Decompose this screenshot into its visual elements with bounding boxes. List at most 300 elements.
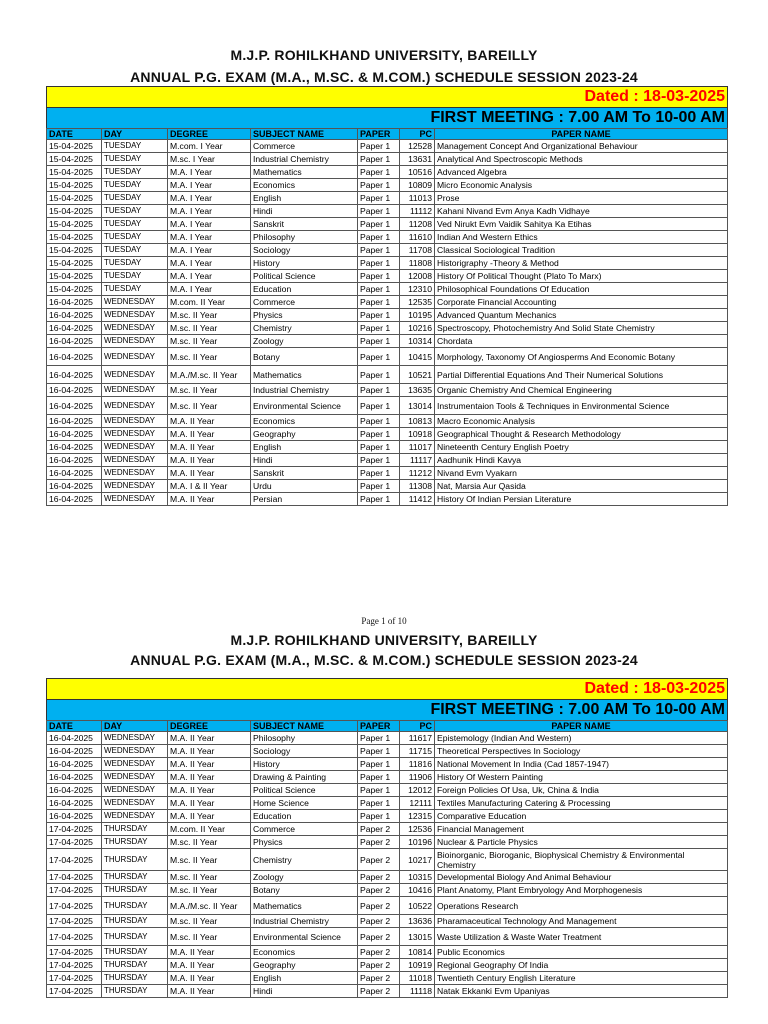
day-cell: WEDNESDAY — [102, 309, 168, 322]
day-cell: THURSDAY — [102, 959, 168, 972]
table-row — [47, 296, 728, 309]
paper-name-cell: Organic Chemistry And Chemical Engineering — [435, 384, 728, 397]
day-cell: TUESDAY — [102, 270, 168, 283]
table-header-row — [47, 129, 728, 140]
day-cell: WEDNESDAY — [102, 441, 168, 454]
pc-cell: 13636 — [400, 915, 435, 928]
day-cell: THURSDAY — [102, 985, 168, 998]
paper-name-cell: Management Concept And Organizational Behaviour — [435, 140, 728, 153]
paper-cell: Paper 1 — [358, 205, 400, 218]
pc-cell: 10416 — [400, 884, 435, 897]
date-cell: 17-04-2025 — [47, 972, 102, 985]
paper-cell: Paper 1 — [358, 810, 400, 823]
day-cell: THURSDAY — [102, 946, 168, 959]
table-row — [47, 915, 728, 928]
degree-cell: M.sc. II Year — [168, 915, 251, 928]
table-row — [47, 309, 728, 322]
table-row — [47, 745, 728, 758]
pc-cell: 11212 — [400, 467, 435, 480]
date-cell: 15-04-2025 — [47, 218, 102, 231]
paper-cell: Paper 1 — [358, 771, 400, 784]
paper-cell: Paper 1 — [358, 296, 400, 309]
subject-cell: Economics — [251, 179, 358, 192]
dated-banner: Dated : 18-03-2025 — [46, 678, 728, 700]
paper-cell: Paper 2 — [358, 836, 400, 849]
pc-cell: 13631 — [400, 153, 435, 166]
day-cell: WEDNESDAY — [102, 493, 168, 506]
date-cell: 17-04-2025 — [47, 836, 102, 849]
paper-cell: Paper 1 — [358, 467, 400, 480]
table-row — [47, 836, 728, 849]
paper-cell: Paper 1 — [358, 397, 400, 415]
paper-name-cell: Waste Utilization & Waste Water Treatment — [435, 928, 728, 946]
day-cell: WEDNESDAY — [102, 366, 168, 384]
pc-cell: 11013 — [400, 192, 435, 205]
column-header: DAY — [102, 721, 168, 732]
pc-cell: 12536 — [400, 823, 435, 836]
date-cell: 16-04-2025 — [47, 493, 102, 506]
date-cell: 15-04-2025 — [47, 192, 102, 205]
degree-cell: M.sc. I Year — [168, 153, 251, 166]
table-row — [47, 758, 728, 771]
column-header: DAY — [102, 129, 168, 140]
paper-cell: Paper 2 — [358, 884, 400, 897]
date-cell: 17-04-2025 — [47, 897, 102, 915]
date-cell: 15-04-2025 — [47, 166, 102, 179]
table-row — [47, 257, 728, 270]
paper-name-cell: Advanced Algebra — [435, 166, 728, 179]
date-cell: 16-04-2025 — [47, 384, 102, 397]
subject-cell: Education — [251, 810, 358, 823]
degree-cell: M.A. II Year — [168, 441, 251, 454]
degree-cell: M.sc. II Year — [168, 884, 251, 897]
degree-cell: M.A. I Year — [168, 205, 251, 218]
pc-cell: 10415 — [400, 348, 435, 366]
schedule-sheet — [46, 86, 728, 506]
pc-cell: 11017 — [400, 441, 435, 454]
degree-cell: M.A. I Year — [168, 257, 251, 270]
day-cell: TUESDAY — [102, 192, 168, 205]
schedule-table — [46, 128, 728, 506]
paper-name-cell: Chordata — [435, 335, 728, 348]
subject-cell: English — [251, 972, 358, 985]
meeting-banner: FIRST MEETING : 7.00 AM To 10-00 AM — [46, 108, 728, 128]
subject-cell: Education — [251, 283, 358, 296]
table-row — [47, 985, 728, 998]
day-cell: THURSDAY — [102, 928, 168, 946]
day-cell: WEDNESDAY — [102, 428, 168, 441]
pc-cell: 11808 — [400, 257, 435, 270]
paper-name-cell: Macro Economic Analysis — [435, 415, 728, 428]
pc-cell: 11412 — [400, 493, 435, 506]
column-header: SUBJECT NAME — [251, 129, 358, 140]
paper-cell: Paper 2 — [358, 972, 400, 985]
paper-cell: Paper 1 — [358, 493, 400, 506]
pc-cell: 12528 — [400, 140, 435, 153]
degree-cell: M.A. II Year — [168, 758, 251, 771]
paper-cell: Paper 1 — [358, 322, 400, 335]
column-header: PAPER — [358, 721, 400, 732]
subject-cell: Sanskrit — [251, 218, 358, 231]
pc-cell: 11617 — [400, 732, 435, 745]
date-cell: 15-04-2025 — [47, 231, 102, 244]
subject-cell: Chemistry — [251, 849, 358, 871]
paper-name-cell: Analytical And Spectroscopic Methods — [435, 153, 728, 166]
paper-cell: Paper 1 — [358, 797, 400, 810]
subject-cell: Geography — [251, 428, 358, 441]
paper-name-cell: History Of Indian Persian Literature — [435, 493, 728, 506]
pc-cell: 10314 — [400, 335, 435, 348]
column-header: DEGREE — [168, 721, 251, 732]
day-cell: THURSDAY — [102, 972, 168, 985]
paper-name-cell: Morphology, Taxonomy Of Angiosperms And Economic Botany — [435, 348, 728, 366]
exam-title: ANNUAL P.G. EXAM (M.A., M.SC. & M.COM.) SCHEDULE SESSION 2023-24 — [130, 69, 638, 85]
table-row — [47, 467, 728, 480]
date-cell: 16-04-2025 — [47, 797, 102, 810]
date-cell: 16-04-2025 — [47, 366, 102, 384]
pc-cell: 13015 — [400, 928, 435, 946]
paper-name-cell: Bioinorganic, Bioroganic, Biophysical Chemistry & Environmental Chemistry — [435, 849, 728, 871]
date-cell: 17-04-2025 — [47, 884, 102, 897]
pc-cell: 10521 — [400, 366, 435, 384]
subject-cell: Sanskrit — [251, 467, 358, 480]
pc-cell: 11708 — [400, 244, 435, 257]
table-row — [47, 218, 728, 231]
paper-name-cell: Financial Management — [435, 823, 728, 836]
degree-cell: M.A. II Year — [168, 946, 251, 959]
date-cell: 16-04-2025 — [47, 322, 102, 335]
table-row — [47, 179, 728, 192]
subject-cell: Commerce — [251, 296, 358, 309]
degree-cell: M.sc. II Year — [168, 348, 251, 366]
pc-cell: 10814 — [400, 946, 435, 959]
degree-cell: M.sc. II Year — [168, 871, 251, 884]
date-cell: 16-04-2025 — [47, 428, 102, 441]
subject-cell: Environmental Science — [251, 928, 358, 946]
pc-cell: 12111 — [400, 797, 435, 810]
subject-cell: Urdu — [251, 480, 358, 493]
table-row — [47, 480, 728, 493]
table-row — [47, 166, 728, 179]
paper-name-cell: Theoretical Perspectives In Sociology — [435, 745, 728, 758]
subject-cell: Hindi — [251, 985, 358, 998]
table-row — [47, 946, 728, 959]
degree-cell: M.A. I Year — [168, 231, 251, 244]
paper-cell: Paper 1 — [358, 309, 400, 322]
table-row — [47, 871, 728, 884]
day-cell: WEDNESDAY — [102, 296, 168, 309]
date-cell: 15-04-2025 — [47, 179, 102, 192]
pc-cell: 10216 — [400, 322, 435, 335]
exam-title: ANNUAL P.G. EXAM (M.A., M.SC. & M.COM.) SCHEDULE SESSION 2023-24 — [130, 652, 638, 668]
date-cell: 15-04-2025 — [47, 140, 102, 153]
day-cell: WEDNESDAY — [102, 348, 168, 366]
day-cell: TUESDAY — [102, 283, 168, 296]
day-cell: WEDNESDAY — [102, 454, 168, 467]
day-cell: WEDNESDAY — [102, 467, 168, 480]
subject-cell: Chemistry — [251, 322, 358, 335]
university-title: M.J.P. ROHILKHAND UNIVERSITY, BAREILLY — [230, 632, 538, 648]
paper-name-cell: History Of Western Painting — [435, 771, 728, 784]
pc-cell: 12008 — [400, 270, 435, 283]
paper-name-cell: Kahani Nivand Evm Anya Kadh Vidhaye — [435, 205, 728, 218]
pc-cell: 11208 — [400, 218, 435, 231]
paper-name-cell: National Movement In India (Cad 1857-1947) — [435, 758, 728, 771]
day-cell: WEDNESDAY — [102, 480, 168, 493]
subject-cell: Philosophy — [251, 231, 358, 244]
table-row — [47, 366, 728, 384]
paper-cell: Paper 2 — [358, 915, 400, 928]
day-cell: THURSDAY — [102, 884, 168, 897]
degree-cell: M.A. II Year — [168, 771, 251, 784]
paper-name-cell: Prose — [435, 192, 728, 205]
date-cell: 15-04-2025 — [47, 270, 102, 283]
pc-cell: 10813 — [400, 415, 435, 428]
table-row — [47, 849, 728, 871]
degree-cell: M.A. II Year — [168, 745, 251, 758]
pc-cell: 13635 — [400, 384, 435, 397]
degree-cell: M.A. I Year — [168, 179, 251, 192]
table-row — [47, 928, 728, 946]
pc-cell: 12012 — [400, 784, 435, 797]
table-row — [47, 415, 728, 428]
paper-cell: Paper 1 — [358, 732, 400, 745]
pc-cell: 11816 — [400, 758, 435, 771]
date-cell: 16-04-2025 — [47, 397, 102, 415]
degree-cell: M.sc. II Year — [168, 309, 251, 322]
paper-name-cell: Operations Research — [435, 897, 728, 915]
degree-cell: M.com. II Year — [168, 296, 251, 309]
degree-cell: M.A. II Year — [168, 732, 251, 745]
paper-cell: Paper 2 — [358, 959, 400, 972]
day-cell: TUESDAY — [102, 244, 168, 257]
date-cell: 16-04-2025 — [47, 745, 102, 758]
date-cell: 15-04-2025 — [47, 283, 102, 296]
day-cell: WEDNESDAY — [102, 322, 168, 335]
degree-cell: M.sc. II Year — [168, 849, 251, 871]
paper-name-cell: Epistemology (Indian And Western) — [435, 732, 728, 745]
paper-name-cell: Twentieth Century English Literature — [435, 972, 728, 985]
subject-cell: Philosophy — [251, 732, 358, 745]
page-footer: Page 1 of 10 — [361, 616, 407, 626]
degree-cell: M.A. II Year — [168, 797, 251, 810]
paper-cell: Paper 1 — [358, 153, 400, 166]
subject-cell: History — [251, 257, 358, 270]
subject-cell: Commerce — [251, 140, 358, 153]
paper-name-cell: Developmental Biology And Animal Behaviour — [435, 871, 728, 884]
pc-cell: 13014 — [400, 397, 435, 415]
paper-cell: Paper 1 — [358, 166, 400, 179]
day-cell: WEDNESDAY — [102, 745, 168, 758]
subject-cell: Persian — [251, 493, 358, 506]
pc-cell: 10918 — [400, 428, 435, 441]
table-row — [47, 384, 728, 397]
pc-cell: 10217 — [400, 849, 435, 871]
pc-cell: 11118 — [400, 985, 435, 998]
subject-cell: History — [251, 758, 358, 771]
paper-cell: Paper 2 — [358, 985, 400, 998]
table-row — [47, 397, 728, 415]
day-cell: WEDNESDAY — [102, 335, 168, 348]
date-cell: 15-04-2025 — [47, 153, 102, 166]
date-cell: 16-04-2025 — [47, 480, 102, 493]
paper-cell: Paper 1 — [358, 218, 400, 231]
degree-cell: M.A. II Year — [168, 428, 251, 441]
day-cell: TUESDAY — [102, 205, 168, 218]
subject-cell: Mathematics — [251, 897, 358, 915]
table-row — [47, 732, 728, 745]
paper-cell: Paper 1 — [358, 480, 400, 493]
paper-cell: Paper 1 — [358, 784, 400, 797]
paper-cell: Paper 1 — [358, 454, 400, 467]
paper-name-cell: Corporate Financial Accounting — [435, 296, 728, 309]
paper-cell: Paper 1 — [358, 335, 400, 348]
paper-cell: Paper 1 — [358, 179, 400, 192]
subject-cell: Botany — [251, 884, 358, 897]
table-row — [47, 959, 728, 972]
table-row — [47, 454, 728, 467]
paper-name-cell: Nineteenth Century English Poetry — [435, 441, 728, 454]
column-header: PAPER — [358, 129, 400, 140]
subject-cell: Physics — [251, 309, 358, 322]
degree-cell: M.sc. II Year — [168, 335, 251, 348]
paper-name-cell: Natak Ekkanki Evm Upaniyas — [435, 985, 728, 998]
day-cell: TUESDAY — [102, 179, 168, 192]
table-header-row — [47, 721, 728, 732]
pc-cell: 12315 — [400, 810, 435, 823]
table-row — [47, 283, 728, 296]
pc-cell: 10919 — [400, 959, 435, 972]
pc-cell: 10195 — [400, 309, 435, 322]
pc-cell: 11112 — [400, 205, 435, 218]
date-cell: 16-04-2025 — [47, 415, 102, 428]
pc-cell: 11018 — [400, 972, 435, 985]
table-row — [47, 441, 728, 454]
table-row — [47, 797, 728, 810]
pc-cell: 11117 — [400, 454, 435, 467]
date-cell: 16-04-2025 — [47, 335, 102, 348]
schedule-table — [46, 720, 728, 998]
column-header: PAPER NAME — [435, 721, 728, 732]
day-cell: TUESDAY — [102, 218, 168, 231]
column-header: DATE — [47, 721, 102, 732]
subject-cell: Geography — [251, 959, 358, 972]
degree-cell: M.A. I Year — [168, 270, 251, 283]
table-row — [47, 972, 728, 985]
pc-cell: 12535 — [400, 296, 435, 309]
degree-cell: M.sc. II Year — [168, 397, 251, 415]
subject-cell: Drawing & Painting — [251, 771, 358, 784]
day-cell: WEDNESDAY — [102, 732, 168, 745]
schedule-page-2 — [0, 630, 768, 996]
date-cell: 16-04-2025 — [47, 732, 102, 745]
date-cell: 16-04-2025 — [47, 467, 102, 480]
column-header: SUBJECT NAME — [251, 721, 358, 732]
day-cell: WEDNESDAY — [102, 771, 168, 784]
day-cell: TUESDAY — [102, 257, 168, 270]
paper-name-cell: Foreign Policies Of Usa, Uk, China & India — [435, 784, 728, 797]
column-header: PAPER NAME — [435, 129, 728, 140]
pc-cell: 10196 — [400, 836, 435, 849]
pc-cell: 10809 — [400, 179, 435, 192]
subject-cell: Commerce — [251, 823, 358, 836]
paper-cell: Paper 2 — [358, 871, 400, 884]
column-header: PC — [400, 721, 435, 732]
degree-cell: M.sc. II Year — [168, 384, 251, 397]
degree-cell: M.A. II Year — [168, 810, 251, 823]
meeting-banner: FIRST MEETING : 7.00 AM To 10-00 AM — [46, 700, 728, 720]
paper-name-cell: Pharamaceutical Technology And Management — [435, 915, 728, 928]
paper-cell: Paper 1 — [358, 415, 400, 428]
paper-cell: Paper 1 — [358, 348, 400, 366]
subject-cell: Economics — [251, 415, 358, 428]
subject-cell: Political Science — [251, 784, 358, 797]
day-cell: WEDNESDAY — [102, 784, 168, 797]
degree-cell: M.com. II Year — [168, 823, 251, 836]
table-row — [47, 244, 728, 257]
day-cell: WEDNESDAY — [102, 797, 168, 810]
date-cell: 15-04-2025 — [47, 244, 102, 257]
column-header: PC — [400, 129, 435, 140]
table-row — [47, 153, 728, 166]
paper-cell: Paper 1 — [358, 140, 400, 153]
pc-cell: 10315 — [400, 871, 435, 884]
paper-name-cell: Nuclear & Particle Physics — [435, 836, 728, 849]
degree-cell: M.A. I Year — [168, 244, 251, 257]
paper-name-cell: Textiles Manufacturing Catering & Processing — [435, 797, 728, 810]
subject-cell: Zoology — [251, 871, 358, 884]
table-row — [47, 823, 728, 836]
table-row — [47, 322, 728, 335]
day-cell: WEDNESDAY — [102, 758, 168, 771]
degree-cell: M.A. II Year — [168, 985, 251, 998]
date-cell: 16-04-2025 — [47, 296, 102, 309]
table-row — [47, 270, 728, 283]
paper-cell: Paper 2 — [358, 897, 400, 915]
subject-cell: Economics — [251, 946, 358, 959]
day-cell: THURSDAY — [102, 823, 168, 836]
degree-cell: M.A./M.sc. II Year — [168, 366, 251, 384]
paper-name-cell: Instrumentaion Tools & Techniques in Environmental Science — [435, 397, 728, 415]
paper-name-cell: History Of Political Thought (Plato To Marx) — [435, 270, 728, 283]
day-cell: THURSDAY — [102, 836, 168, 849]
date-cell: 16-04-2025 — [47, 348, 102, 366]
table-row — [47, 493, 728, 506]
table-row — [47, 428, 728, 441]
paper-cell: Paper 1 — [358, 244, 400, 257]
date-cell: 17-04-2025 — [47, 928, 102, 946]
table-row — [47, 884, 728, 897]
paper-cell: Paper 1 — [358, 192, 400, 205]
date-cell: 17-04-2025 — [47, 823, 102, 836]
date-cell: 16-04-2025 — [47, 454, 102, 467]
university-title: M.J.P. ROHILKHAND UNIVERSITY, BAREILLY — [230, 47, 538, 63]
paper-cell: Paper 1 — [358, 283, 400, 296]
subject-cell: Physics — [251, 836, 358, 849]
paper-name-cell: Comparative Education — [435, 810, 728, 823]
paper-cell: Paper 1 — [358, 270, 400, 283]
pc-cell: 12310 — [400, 283, 435, 296]
paper-name-cell: Plant Anatomy, Plant Embryology And Morphogenesis — [435, 884, 728, 897]
paper-cell: Paper 1 — [358, 257, 400, 270]
table-row — [47, 140, 728, 153]
subject-cell: Sociology — [251, 745, 358, 758]
degree-cell: M.A. II Year — [168, 493, 251, 506]
date-cell: 16-04-2025 — [47, 758, 102, 771]
subject-cell: English — [251, 441, 358, 454]
date-cell: 17-04-2025 — [47, 959, 102, 972]
degree-cell: M.A. II Year — [168, 784, 251, 797]
